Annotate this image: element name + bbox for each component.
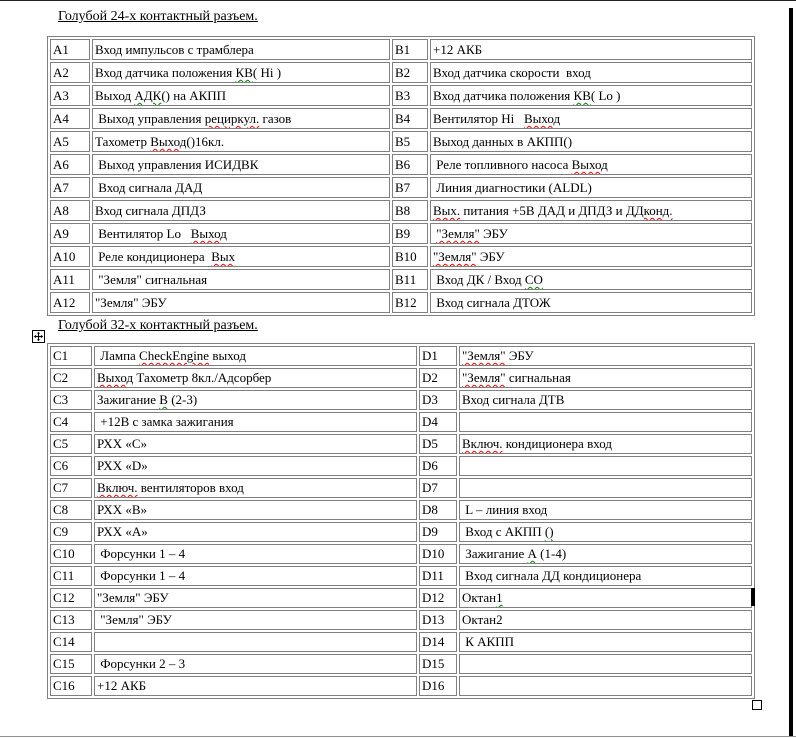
cell-text: ( Hi ) (252, 65, 282, 80)
spellcheck-marked-text: Вых. (433, 203, 461, 218)
pin-cell[interactable]: D5 (419, 434, 457, 454)
desc-cell[interactable] (94, 368, 417, 388)
cell-text: РХХ «D» (97, 458, 148, 473)
cell-text: (2-3) (167, 392, 198, 407)
desc-cell[interactable] (94, 566, 417, 586)
pin-cell[interactable]: C6 (50, 456, 92, 476)
table-row (50, 85, 752, 106)
cell-text: Вход датчика положения (95, 65, 236, 80)
pin-cell[interactable]: D16 (419, 676, 457, 696)
desc-cell[interactable] (94, 588, 417, 608)
desc-cell[interactable] (459, 676, 752, 696)
desc-cell[interactable] (92, 177, 390, 198)
spellcheck-marked-text: "Земля" (436, 226, 480, 241)
cell-text: Вход ДК / Вход (433, 272, 525, 287)
pin-cell[interactable]: C14 (50, 632, 92, 652)
pin-cell[interactable]: D15 (419, 654, 457, 674)
cell-text: ( Lo ) (590, 88, 621, 103)
desc-cell[interactable] (94, 654, 417, 674)
spellcheck-marked-text: Выход (97, 370, 134, 385)
section-title-24pin[interactable]: Голубой 24-х контактный разъем. (58, 9, 258, 24)
table-row (50, 544, 752, 564)
pin-cell[interactable]: D11 (419, 566, 457, 586)
cell-text: РХХ «А» (97, 524, 148, 539)
cell-text: Форсунки 1 – 4 (97, 546, 186, 561)
grammar-marked-text: АДК (134, 88, 162, 103)
cell-text: "Земля" ЭБУ (97, 612, 172, 627)
cell-text: "Земля" ЭБУ (97, 590, 169, 605)
pin-cell[interactable]: B8 (392, 200, 428, 221)
desc-cell[interactable] (94, 544, 417, 564)
pin-cell[interactable]: C12 (50, 588, 92, 608)
pin-cell[interactable]: B6 (392, 154, 428, 175)
pin-cell[interactable]: D13 (419, 610, 457, 630)
cell-text: Вход датчика скорости вход (433, 65, 591, 80)
desc-cell[interactable] (94, 500, 417, 520)
cell-text: К АКПП (462, 634, 515, 649)
table-row (50, 177, 752, 198)
desc-cell[interactable] (92, 108, 390, 129)
cell-text: Октан2 (462, 612, 503, 627)
window-bottom-edge (0, 736, 796, 737)
cell-text: Вход датчика положения (433, 88, 574, 103)
cell-text: Тахометр (95, 134, 151, 149)
desc-cell[interactable] (430, 292, 752, 313)
desc-cell[interactable] (430, 200, 752, 221)
desc-cell[interactable] (92, 269, 390, 290)
pin-cell[interactable]: C15 (50, 654, 92, 674)
cell-text: Октан (462, 590, 497, 605)
desc-cell[interactable] (94, 456, 417, 476)
pin-cell[interactable]: B1 (392, 39, 428, 60)
desc-cell[interactable] (94, 632, 417, 652)
desc-cell[interactable] (430, 85, 752, 106)
pin-cell[interactable]: B2 (392, 62, 428, 83)
pin-cell[interactable]: D12 (419, 588, 457, 608)
table-row (50, 246, 752, 267)
pin-cell[interactable]: D6 (419, 456, 457, 476)
pin-cell[interactable]: C11 (50, 566, 92, 586)
desc-cell[interactable] (430, 62, 752, 83)
desc-cell[interactable] (459, 346, 752, 366)
pin-cell[interactable]: A7 (50, 177, 90, 198)
cell-text: Выход данных в АКПП() (433, 134, 573, 149)
desc-cell[interactable] (94, 412, 417, 432)
cell-text: +12 АКБ (97, 678, 147, 693)
cell-text: +12В с замка зажигания (97, 414, 234, 429)
desc-cell[interactable] (459, 544, 752, 564)
desc-cell[interactable] (430, 246, 752, 267)
pin-cell[interactable]: B3 (392, 85, 428, 106)
desc-cell[interactable] (459, 610, 752, 630)
cell-text: Вентилятор Lo (95, 226, 191, 241)
pin-cell[interactable]: C5 (50, 434, 92, 454)
pin-cell[interactable]: D1 (419, 346, 457, 366)
table-row (50, 368, 752, 388)
desc-cell[interactable] (92, 200, 390, 221)
grammar-marked-text: () (544, 524, 554, 539)
table-move-handle-icon[interactable] (32, 330, 45, 343)
pin-cell[interactable]: B7 (392, 177, 428, 198)
pin-cell[interactable]: B5 (392, 131, 428, 152)
desc-cell[interactable] (459, 412, 752, 432)
cell-text: Лампа (97, 348, 140, 363)
cell-text: газов (259, 111, 292, 126)
cell-text: Вход сигнала ДАД (95, 180, 203, 195)
desc-cell[interactable] (94, 610, 417, 630)
desc-cell[interactable] (430, 154, 752, 175)
grammar-marked-text: КВ (235, 65, 253, 80)
cell-text: РХХ «В» (97, 502, 148, 517)
section-title-32pin[interactable]: Голубой 32-х контактный разъем. (58, 318, 258, 333)
desc-cell[interactable] (92, 246, 390, 267)
pin-cell[interactable]: C16 (50, 676, 92, 696)
desc-cell[interactable] (94, 346, 417, 366)
table-row (50, 632, 752, 652)
cell-text: L – линия вход (462, 502, 548, 517)
table-row (50, 522, 752, 542)
desc-cell[interactable] (459, 654, 752, 674)
spellcheck-marked-text: Выход (190, 226, 227, 241)
cell-text: ()16кл. (186, 134, 225, 149)
table-row (50, 434, 752, 454)
table-row (50, 292, 752, 313)
pin-cell[interactable]: A9 (50, 223, 90, 244)
pin-cell[interactable]: D7 (419, 478, 457, 498)
desc-cell[interactable] (94, 676, 417, 696)
table-row (50, 223, 752, 244)
cell-text: Вход сигнала ДТВ (462, 392, 565, 407)
spellcheck-marked-text: "Земля" (462, 370, 506, 385)
table-row (50, 108, 752, 129)
pin-cell[interactable]: C8 (50, 500, 92, 520)
table-row (50, 500, 752, 520)
pin-cell[interactable]: D9 (419, 522, 457, 542)
desc-cell[interactable] (92, 154, 390, 175)
pin-table-24pin[interactable] (47, 36, 755, 316)
table-row (50, 478, 752, 498)
cell-text: Вход сигнала ДД кондиционера (462, 568, 642, 583)
spellcheck-marked-text: ДДконд. (625, 203, 673, 218)
pin-cell[interactable]: A11 (50, 269, 90, 290)
cell-text: "Земля" сигнальная (95, 272, 208, 287)
table-row (50, 39, 752, 60)
pin-cell[interactable]: A2 (50, 62, 90, 83)
desc-cell[interactable] (94, 390, 417, 410)
desc-cell[interactable] (459, 500, 752, 520)
cell-text: Форсунки 1 – 4 (97, 568, 186, 583)
pin-cell[interactable]: A6 (50, 154, 90, 175)
spellcheck-marked-text: CheckEngine (139, 348, 210, 363)
desc-cell[interactable] (94, 522, 417, 542)
cell-text: выход (209, 348, 246, 363)
desc-cell[interactable] (430, 269, 752, 290)
table-row (50, 62, 752, 83)
window-right-edge (789, 8, 793, 736)
cell-text: Реле топливного насоса (433, 157, 572, 172)
cell-text: Выход управления (95, 111, 205, 126)
cell-text: Тахометр 8кл./Адсорбер (133, 370, 272, 385)
desc-cell[interactable] (92, 223, 390, 244)
cell-text: +12 АКБ (433, 42, 483, 57)
spellcheck-marked-text: Выход (524, 111, 561, 126)
pin-cell[interactable]: D4 (419, 412, 457, 432)
desc-cell[interactable] (459, 522, 752, 542)
table-row (50, 610, 752, 630)
grammar-marked-text: А (527, 546, 537, 561)
cell-text: кондиционера вход (502, 436, 612, 451)
pin-cell[interactable]: A1 (50, 39, 90, 60)
cell-text: РХХ «С» (97, 436, 148, 451)
pin-cell[interactable]: C2 (50, 368, 92, 388)
spellcheck-marked-text: "Земля" (433, 249, 477, 264)
cell-text: ЭБУ (476, 249, 505, 264)
cell-text: Вход сигнала ДТОЖ (433, 295, 551, 310)
table-resize-handle-icon[interactable] (752, 700, 762, 710)
pin-cell[interactable]: A3 (50, 85, 90, 106)
spellcheck-marked-text: Выход (150, 134, 187, 149)
spellcheck-marked-text: рециркул. (204, 111, 260, 126)
window-top-edge (0, 0, 796, 1)
cell-text: сигнальная (505, 370, 571, 385)
cell-text: Вход импульсов с трамблера (95, 42, 254, 57)
desc-cell[interactable] (430, 177, 752, 198)
cell-text: (1-4) (536, 546, 567, 561)
cell-text: Зажигание (462, 546, 528, 561)
desc-cell[interactable] (94, 434, 417, 454)
pin-cell[interactable]: C4 (50, 412, 92, 432)
desc-cell[interactable] (459, 588, 752, 608)
grammar-marked-text: КВ (573, 88, 591, 103)
desc-cell[interactable] (459, 368, 752, 388)
pin-cell[interactable]: B9 (392, 223, 428, 244)
cell-text: Зажигание (97, 392, 160, 407)
table-row (50, 456, 752, 476)
desc-cell[interactable] (92, 131, 390, 152)
pin-cell[interactable]: B4 (392, 108, 428, 129)
desc-cell[interactable] (459, 632, 752, 652)
cell-text: питания +5В ДАД и ДПДЗ и (460, 203, 626, 218)
pin-cell[interactable]: D3 (419, 390, 457, 410)
table-row (50, 588, 752, 608)
grammar-marked-text: СО (524, 272, 543, 287)
grammar-marked-text: 1 (496, 590, 503, 605)
pin-cell[interactable]: A5 (50, 131, 90, 152)
table-row (50, 154, 752, 175)
cell-text: Линия диагностики (ALDL) (433, 180, 592, 195)
cell-text: Выход (95, 88, 135, 103)
pin-table-32pin[interactable] (47, 343, 755, 699)
pin-cell[interactable]: B11 (392, 269, 428, 290)
table-row (50, 200, 752, 221)
desc-cell[interactable] (92, 39, 390, 60)
pin-cell[interactable]: C9 (50, 522, 92, 542)
desc-cell[interactable] (459, 390, 752, 410)
pin-cell[interactable]: C3 (50, 390, 92, 410)
cell-text: Вентилятор Hi (433, 111, 525, 126)
table-row (50, 346, 752, 366)
desc-cell[interactable] (459, 456, 752, 476)
desc-cell[interactable] (430, 108, 752, 129)
desc-cell[interactable] (459, 434, 752, 454)
pin-cell[interactable]: C10 (50, 544, 92, 564)
spellcheck-marked-text: Вых (211, 249, 236, 264)
pin-cell[interactable]: C13 (50, 610, 92, 630)
text-cursor-bar (751, 588, 755, 606)
desc-cell[interactable] (92, 85, 390, 106)
cell-text: Вход с АКПП (462, 524, 545, 539)
spellcheck-marked-text: Выход (571, 157, 608, 172)
pin-cell[interactable]: D2 (419, 368, 457, 388)
table-row (50, 412, 752, 432)
cell-text: Вход сигнала ДПДЗ (95, 203, 206, 218)
cell-text: ЭБУ (479, 226, 508, 241)
table-row (50, 390, 752, 410)
cell-text: Реле кондиционера (95, 249, 212, 264)
desc-cell[interactable] (459, 478, 752, 498)
desc-cell[interactable] (459, 566, 752, 586)
pin-cell[interactable]: D14 (419, 632, 457, 652)
cell-text: вентиляторов вход (137, 480, 244, 495)
desc-cell[interactable] (94, 478, 417, 498)
desc-cell[interactable] (92, 62, 390, 83)
cell-text: Форсунки 2 – 3 (97, 656, 186, 671)
desc-cell[interactable] (430, 39, 752, 60)
table-row (50, 269, 752, 290)
pin-cell[interactable]: D8 (419, 500, 457, 520)
cell-text: Выход управления ИСИДВК (95, 157, 259, 172)
pin-cell[interactable]: A8 (50, 200, 90, 221)
desc-cell[interactable] (92, 292, 390, 313)
pin-cell[interactable]: A12 (50, 292, 90, 313)
pin-cell[interactable]: B12 (392, 292, 428, 313)
grammar-marked-text: В (159, 392, 168, 407)
table-row (50, 654, 752, 674)
pin-cell[interactable]: C7 (50, 478, 92, 498)
table-row (50, 566, 752, 586)
pin-cell[interactable]: C1 (50, 346, 92, 366)
pin-cell[interactable]: A4 (50, 108, 90, 129)
table-row (50, 676, 752, 696)
spellcheck-marked-text: Включ. (462, 436, 503, 451)
table-row (50, 131, 752, 152)
pin-cell[interactable]: B10 (392, 246, 428, 267)
pin-cell[interactable]: A10 (50, 246, 90, 267)
pin-cell[interactable]: D10 (419, 544, 457, 564)
desc-cell[interactable] (430, 223, 752, 244)
cell-text: "Земля" ЭБУ (95, 295, 167, 310)
cell-text: ЭБУ (505, 348, 534, 363)
spellcheck-marked-text: Включ. (97, 480, 138, 495)
cell-text: () на АКПП (161, 88, 227, 103)
desc-cell[interactable] (430, 131, 752, 152)
spellcheck-marked-text: "Земля" (462, 348, 506, 363)
